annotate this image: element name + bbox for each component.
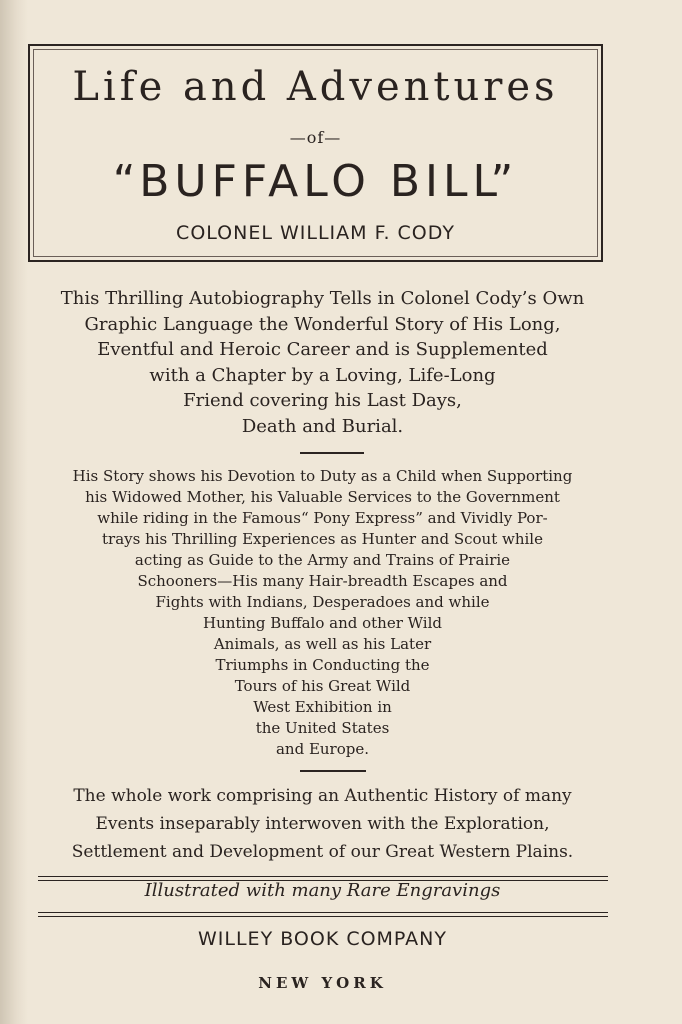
blurb-work-line: Settlement and Development of our Great Western Plains. (71, 842, 574, 862)
book-author: COLONEL WILLIAM F. CODY (176, 222, 455, 244)
title-of: —of— (289, 128, 342, 147)
divider-rule (300, 770, 366, 772)
page-gutter-shadow (0, 0, 28, 1024)
rule-above-illustrated (38, 876, 608, 877)
blurb-intro-line: This Thrilling Autobiography Tells in Colonel Cody’s Own (60, 288, 585, 309)
blurb-story-line: West Exhibition in (253, 698, 392, 716)
blurb-story (30, 466, 615, 760)
blurb-intro-line: Death and Burial. (241, 415, 404, 437)
rule-below-illustrated (38, 912, 608, 913)
blurb-intro (30, 286, 615, 439)
blurb-intro-line: Graphic Language the Wonderful Story of His Long, (84, 313, 561, 335)
publisher-name: WILLEY BOOK COMPANY (198, 928, 447, 950)
blurb-work (30, 782, 615, 866)
blurb-intro-line: Friend covering his Last Days, (183, 390, 462, 411)
blurb-story-line: the United States (255, 719, 390, 737)
blurb-work-line: The whole work comprising an Authentic History of many (73, 786, 572, 806)
rule-below-illustrated-2 (38, 916, 608, 917)
book-subject-name: “BUFFALO BILL” (112, 156, 519, 207)
publisher-city: NEW YORK (258, 974, 387, 992)
blurb-story-line: Fights with Indians, Desperadoes and while (155, 593, 490, 611)
blurb-story-line: and Europe. (275, 740, 370, 758)
title-box (28, 44, 603, 262)
blurb-story-line: His Story shows his Devotion to Duty as a Child when Supporting (72, 467, 573, 485)
book-title: Life and Adventures (72, 64, 559, 110)
blurb-story-line: Tours of his Great Wild (234, 677, 411, 695)
blurb-story-line: Triumphs in Conducting the (215, 656, 430, 674)
blurb-intro-line: Eventful and Heroic Career and is Supplemented (97, 339, 548, 360)
blurb-story-line: his Widowed Mother, his Valuable Services to the Government (85, 488, 560, 506)
blurb-story-line: acting as Guide to the Army and Trains of Prairie (134, 551, 511, 569)
blurb-work-line: Events inseparably interwoven with the Exploration, (95, 814, 550, 834)
blurb-story-line: Hunting Buffalo and other Wild (203, 614, 442, 632)
blurb-intro-line: with a Chapter by a Loving, Life-Long (149, 364, 496, 386)
divider-rule (300, 452, 364, 454)
blurb-story-line: while riding in the Famous“ Pony Express” and Vividly Por- (97, 509, 548, 527)
illustrated-note: Illustrated with many Rare Engravings (144, 880, 501, 901)
blurb-story-line: Animals, as well as his Later (213, 635, 432, 653)
blurb-story-line: trays his Thrilling Experiences as Hunter and Scout while (102, 530, 543, 548)
blurb-story-line: Schooners—His many Hair-breadth Escapes and (137, 572, 508, 590)
